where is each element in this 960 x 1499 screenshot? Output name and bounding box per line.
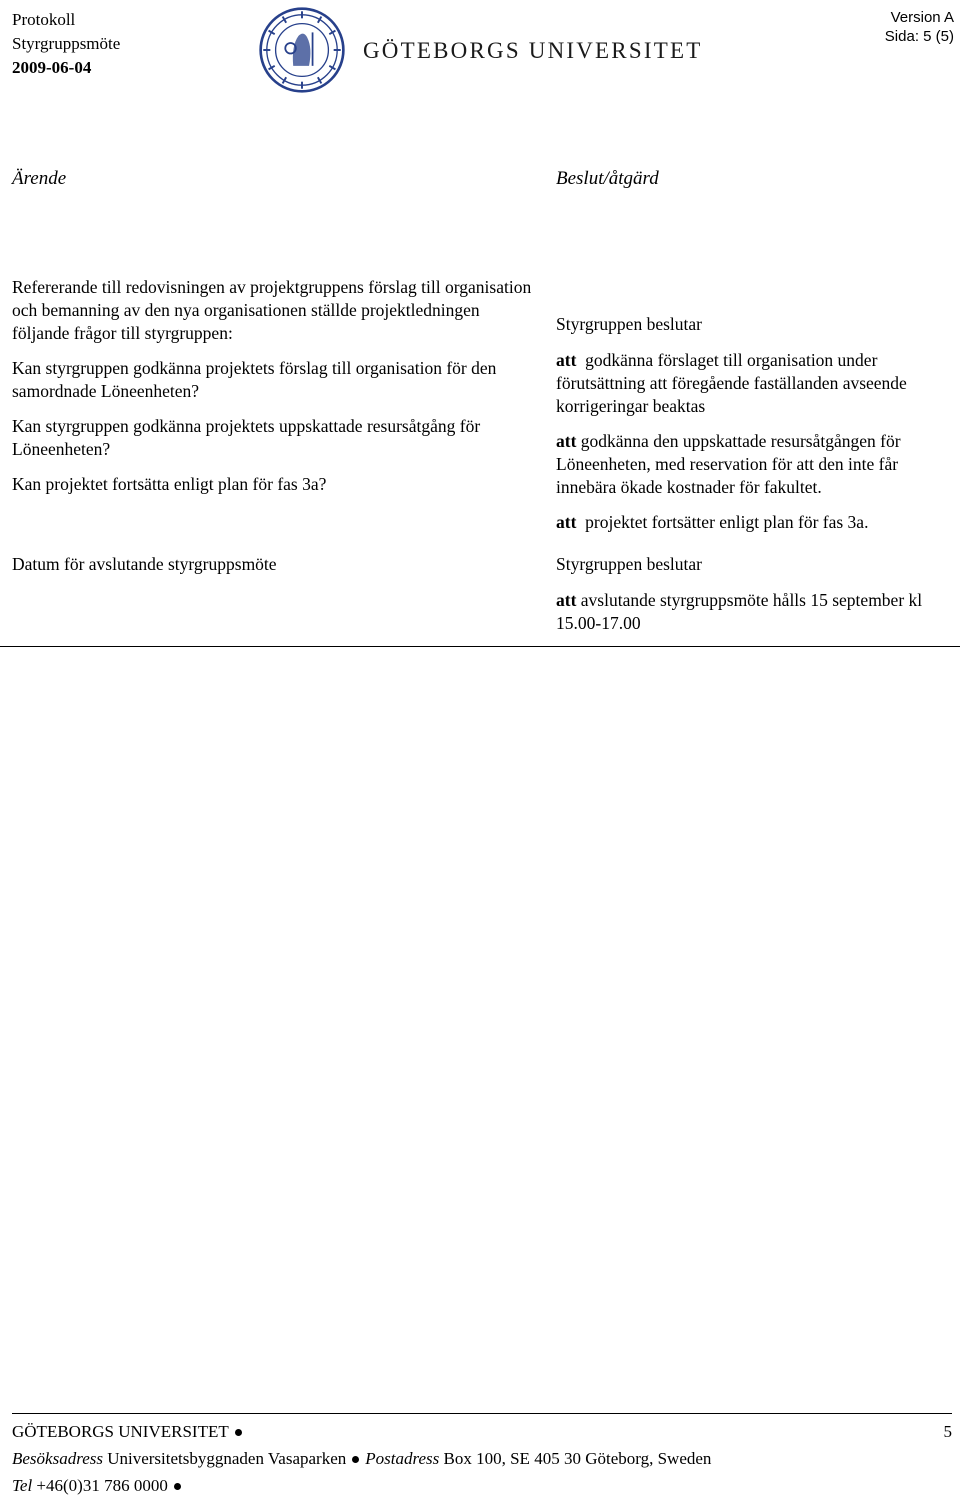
doc-type: Protokoll [12, 10, 76, 29]
page-label: Sida: 5 (5) [884, 28, 954, 45]
item1-question-2: Kan styrgruppen godkänna projektets uppskattade resursåtgång för Löneenheten? [12, 416, 481, 459]
item1-question-1: Kan styrgruppen godkänna projektets förslag till organisation för den samordnade Löneenheten? [12, 358, 497, 401]
item2-title: Datum för avslutande styrgruppsmöte [12, 554, 277, 574]
visit-address-label: Besöksadress [12, 1449, 103, 1468]
att-keyword: att [556, 512, 577, 532]
postal-address-label: Postadress [365, 1449, 440, 1468]
phone-value: +46(0)31 786 0000 [36, 1476, 168, 1495]
bullet-icon [174, 1483, 181, 1490]
footer-row-1 [12, 1418, 952, 1445]
item1-decision-1: att godkänna förslaget till organisation under förutsättning att föregående faställanden avseende korrigeringar beaktas [556, 350, 907, 416]
postal-address-value: Box 100, SE 405 30 Göteborg, Sweden [443, 1449, 712, 1468]
att-keyword: att [556, 431, 577, 451]
item1-matter [12, 276, 537, 496]
att-keyword: att [556, 350, 577, 370]
bullet-icon [352, 1456, 359, 1463]
item2-decision [556, 553, 951, 635]
meeting-name: Styrgruppsmöte [12, 34, 121, 53]
item1-question-3: Kan projektet fortsätta enligt plan för fas 3a? [12, 474, 327, 494]
item1-decision [556, 313, 951, 534]
column-heading-decision: Beslut/åtgärd [556, 168, 659, 189]
att-keyword: att [556, 590, 577, 610]
footer-divider [12, 1413, 952, 1414]
meeting-date: 2009-06-04 [12, 58, 92, 77]
university-seal-logo [258, 6, 346, 94]
university-name: GÖTEBORGS UNIVERSITET [363, 38, 703, 63]
version-label: Version A [890, 9, 954, 26]
item2-decision-1: att avslutande styrgruppsmöte hålls 15 september kl 15.00-17.00 [556, 590, 923, 633]
footer-page-number: 5 [943, 1422, 952, 1441]
item1-decision-3: att projektet fortsätter enligt plan för fas 3a. [556, 512, 869, 532]
footer-university: GÖTEBORGS UNIVERSITET [12, 1422, 229, 1441]
page-footer [12, 1418, 952, 1499]
table-bottom-divider [0, 646, 960, 647]
item1-intro: Refererande till redovisningen av projektgruppens förslag till organisation och bemanning av den nya organisationen ställde projektledningen följande frågor till styrgruppen: [12, 277, 532, 343]
header-right [885, 8, 954, 46]
item1-decision-2: att godkänna den uppskattade resursåtgången för Löneenheten, med reservation för att den inte får innebära ökade kostnader för fakultet. [556, 431, 901, 497]
footer-row-2 [12, 1445, 952, 1472]
footer-row-3 [12, 1472, 952, 1499]
bullet-icon [235, 1429, 242, 1436]
phone-label: Tel [12, 1476, 33, 1495]
visit-address-value: Universitetsbyggnaden Vasaparken [107, 1449, 347, 1468]
header-left [12, 8, 120, 80]
column-heading-matter: Ärende [12, 168, 67, 189]
item1-decision-heading: Styrgruppen beslutar [556, 314, 702, 334]
item2-decision-heading: Styrgruppen beslutar [556, 554, 702, 574]
